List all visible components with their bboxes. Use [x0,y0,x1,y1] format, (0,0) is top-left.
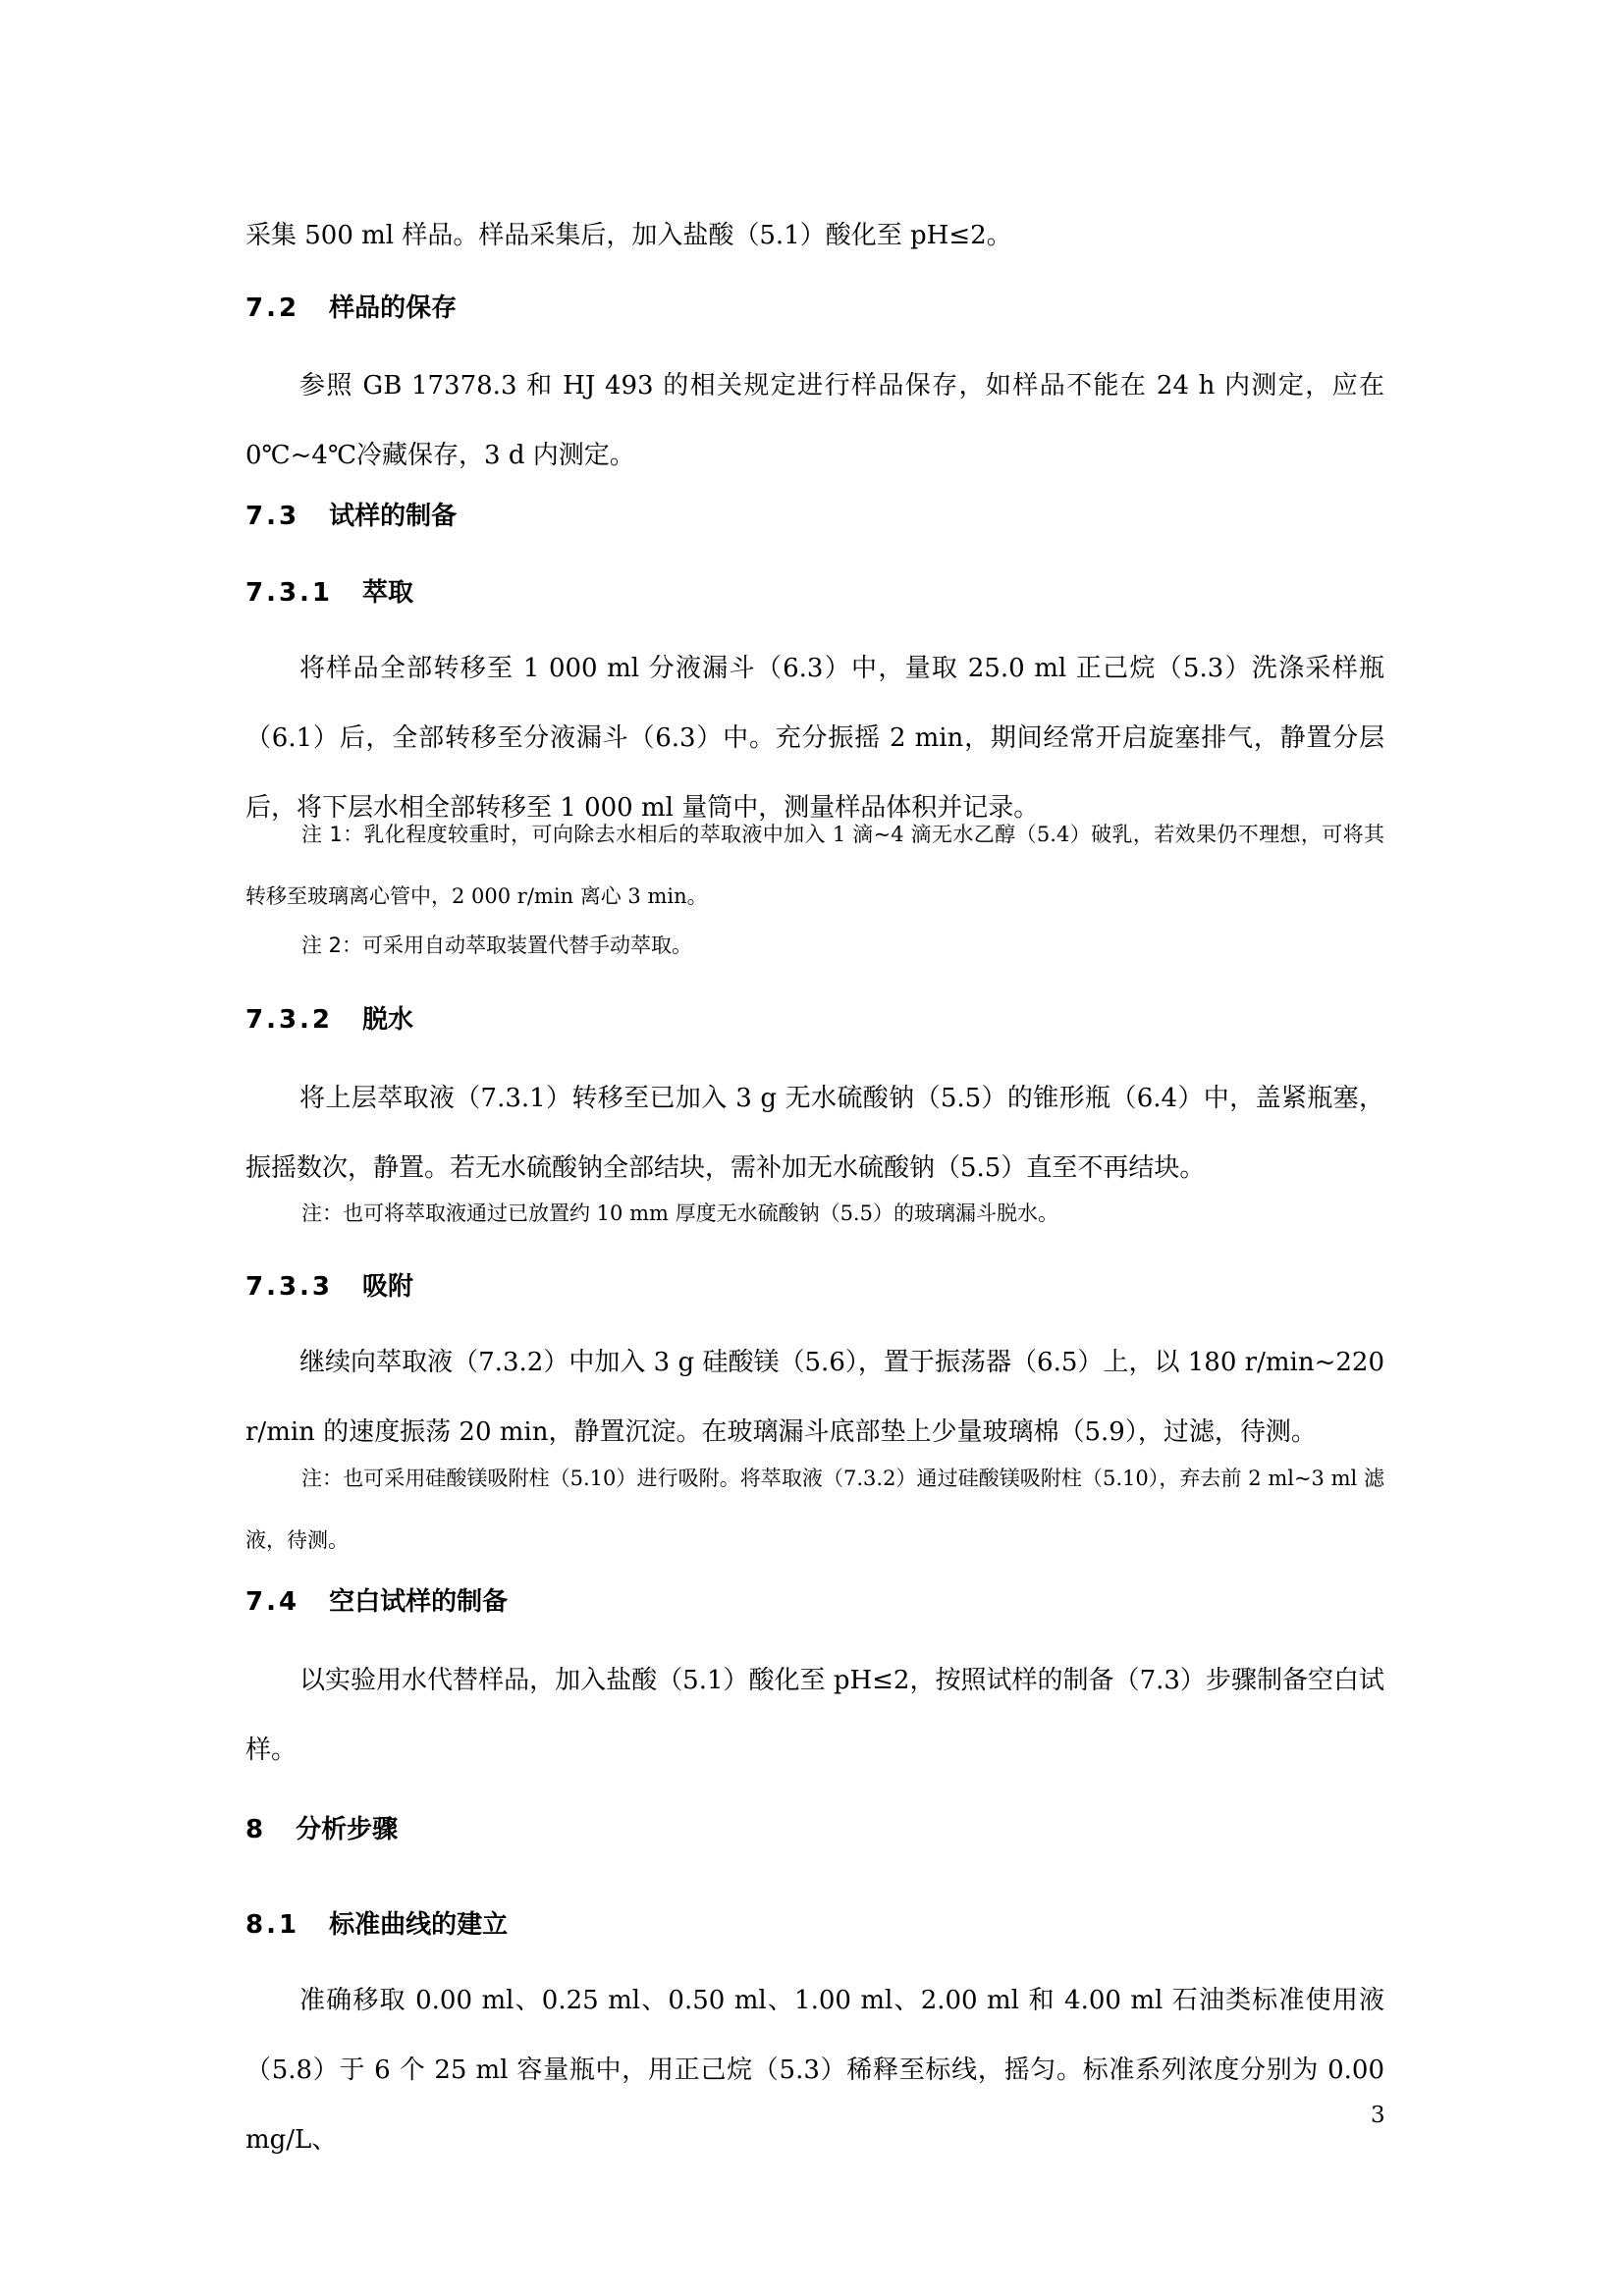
section-title: 空白试样的制备 [329,1587,509,1617]
note-label: 注： [301,1201,343,1225]
page-number: 3 [1371,2103,1385,2128]
note-7-3-2 [245,1183,1384,1245]
section-title: 样品的保存 [329,294,458,323]
section-title: 标准曲线的建立 [329,1910,509,1940]
section-heading-7-3-3 [245,1267,413,1307]
section-heading-7-3-1 [245,573,413,613]
section-number: 7.3.2 [245,1005,334,1035]
section-title: 分析步骤 [296,1815,399,1844]
paragraph-7-3-1: 将样品全部转移至 1 000 ml 分液漏斗（6.3）中，量取 25.0 ml 正己烷（5.3）洗涤采样瓶（6.1）后，全部转移至分液漏斗（6.3）中。充分振摇 2 min，期间经常开启旋塞排气，静置分层后，将下层水相全部转移至 1 000 ml 量筒中，测量样品体积并记录。 [245,654,1384,823]
paragraph-8-1: 准确移取 0.00 ml、0.25 ml、0.50 ml、1.00 ml、2.00 ml 和 4.00 ml 石油类标准使用液（5.8）于 6 个 25 ml 容量瓶中，用正己烷（5.3）稀释至标线，摇匀。标准系列浓度分别为 0.00 mg/L、 [245,1986,1384,2155]
note-label: 注 1： [301,823,364,846]
section-title: 吸附 [362,1272,414,1302]
section-number: 7.4 [245,1587,300,1617]
note-text: 也可将萃取液通过已放置约 10 mm 厚度无水硫酸钠（5.5）的玻璃漏斗脱水。 [343,1201,1058,1225]
section-title: 试样的制备 [329,502,458,531]
section-number: 7.3 [245,502,300,531]
paragraph-7-3-3: 继续向萃取液（7.3.2）中加入 3 g 硅酸镁（5.6），置于振荡器（6.5）上，以 180 r/min~220 r/min 的速度振荡 20 min，静置沉淀。在玻璃漏斗底部垫上少量玻璃棉（5.9），过滤，待测。 [245,1348,1384,1447]
note-text: 也可采用硅酸镁吸附柱（5.10）进行吸附。将萃取液（7.3.2）通过硅酸镁吸附柱（5.10），弃去前 2 ml~3 ml 滤液，待测。 [245,1467,1384,1552]
section-heading-8 [245,1810,398,1849]
section-heading-7-3 [245,497,457,536]
note-label: 注： [301,1467,344,1490]
paragraph-7-4: 以实验用水代替样品，加入盐酸（5.1）酸化至 pH≤2，按照试样的制备（7.3）步骤制备空白试样。 [245,1666,1384,1765]
note-text: 可采用自动萃取装置代替手动萃取。 [362,934,693,957]
section-heading-8-1 [245,1905,508,1945]
section-number: 7.3.3 [245,1272,334,1302]
note-7-3-1-1 [245,804,1384,928]
paragraph-7-1-continued: 采集 500 ml 样品。样品采集后，加入盐酸（5.1）酸化至 pH≤2。 [245,221,1012,250]
note-text: 乳化程度较重时，可向除去水相后的萃取液中加入 1 滴~4 滴无水乙醇（5.4）破乳，若效果仍不理想，可将其转移至玻璃离心管中，2 000 r/min 离心 3 min。 [245,823,1384,908]
section-title: 脱水 [362,1005,414,1035]
paragraph-7-3-2: 将上层萃取液（7.3.1）转移至已加入 3 g 无水硫酸钠（5.5）的锥形瓶（6.4）中，盖紧瓶塞，振摇数次，静置。若无水硫酸钠全部结块，需补加无水硫酸钠（5.5）直至不再结块。 [245,1084,1384,1183]
section-heading-7-3-2 [245,1000,413,1040]
paragraph-7-2: 参照 GB 17378.3 和 HJ 493 的相关规定进行样品保存，如样品不能在 24 h 内测定，应在 0℃~4℃冷藏保存，3 d 内测定。 [245,371,1384,470]
section-title: 萃取 [362,578,414,608]
section-number: 8.1 [245,1910,300,1940]
section-heading-7-4 [245,1582,508,1622]
note-7-3-3 [245,1448,1384,1572]
section-number: 7.2 [245,294,300,323]
note-label: 注 2： [301,934,363,957]
section-number: 7.3.1 [245,578,334,608]
note-7-3-1-2 [245,915,1384,977]
section-heading-7-2 [245,289,457,328]
section-number: 8 [245,1815,267,1844]
